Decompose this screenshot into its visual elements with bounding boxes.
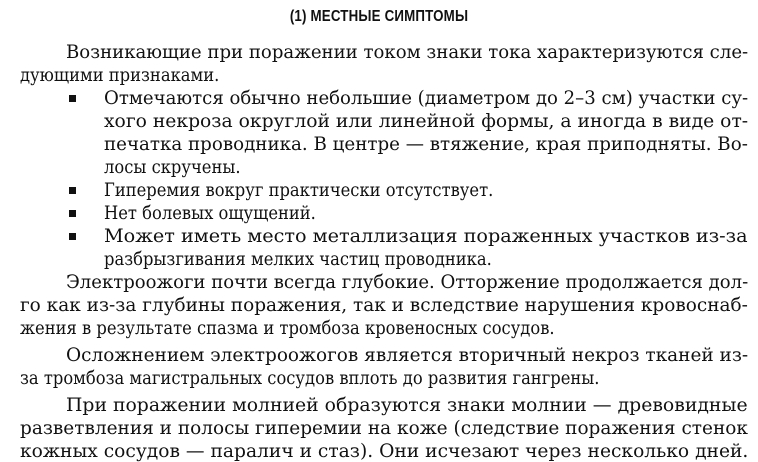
text-line: го как из-за глубины поражения, так и вследствие нарушения кровоснаб-: [20, 294, 748, 316]
list-item-line: Отмечаются обычно небольшие (диаметром до 2–3 см) участки су-: [104, 87, 749, 109]
text-line: за тромбоза магистральных сосудов вплоть до развития гангрены.: [20, 367, 600, 389]
bullet-marker: [69, 95, 76, 102]
bullet-marker: [69, 187, 76, 194]
text-line: разветвления и полосы гиперемии на коже (следствие поражения стенок: [20, 417, 748, 439]
list-item-line: Может иметь место металлизация пораженных участков из-за: [104, 225, 748, 247]
text-line: Возникающие при поражении током знаки тока характеризуются сле-: [66, 41, 749, 63]
list-item-line: лосы скручены.: [104, 156, 241, 178]
text-line: Электроожоги почти всегда глубокие. Отторжение продолжается дол-: [66, 271, 749, 293]
list-item-line: Гиперемия вокруг практически отсутствует.: [104, 179, 494, 201]
bullet-marker: [69, 233, 76, 240]
list-item-line: разбрызгивания мелких частиц проводника.: [104, 248, 492, 270]
section-heading: (1) МЕСТНЫЕ СИМПТОМЫ: [289, 8, 469, 25]
text-line: кожных сосудов — паралич и стаз). Они исчезают через несколько дней.: [20, 440, 749, 462]
list-item-line: печатка проводника. В центре — втяжение, края приподняты. Во-: [104, 133, 748, 155]
text-line: Осложнением электроожогов является вторичный некроз тканей из-: [66, 344, 749, 366]
text-line: При поражении молнией образуются знаки молнии — древовидные: [66, 394, 748, 416]
list-item-line: хого некроза округлой или линейной формы, а иногда в виде от-: [104, 110, 749, 132]
list-item-line: Нет болевых ощущений.: [104, 202, 316, 224]
text-line: дующими признаками.: [20, 64, 220, 86]
bullet-marker: [69, 210, 76, 217]
text-line: жения в результате спазма и тромбоза кровеносных сосудов.: [20, 317, 555, 339]
